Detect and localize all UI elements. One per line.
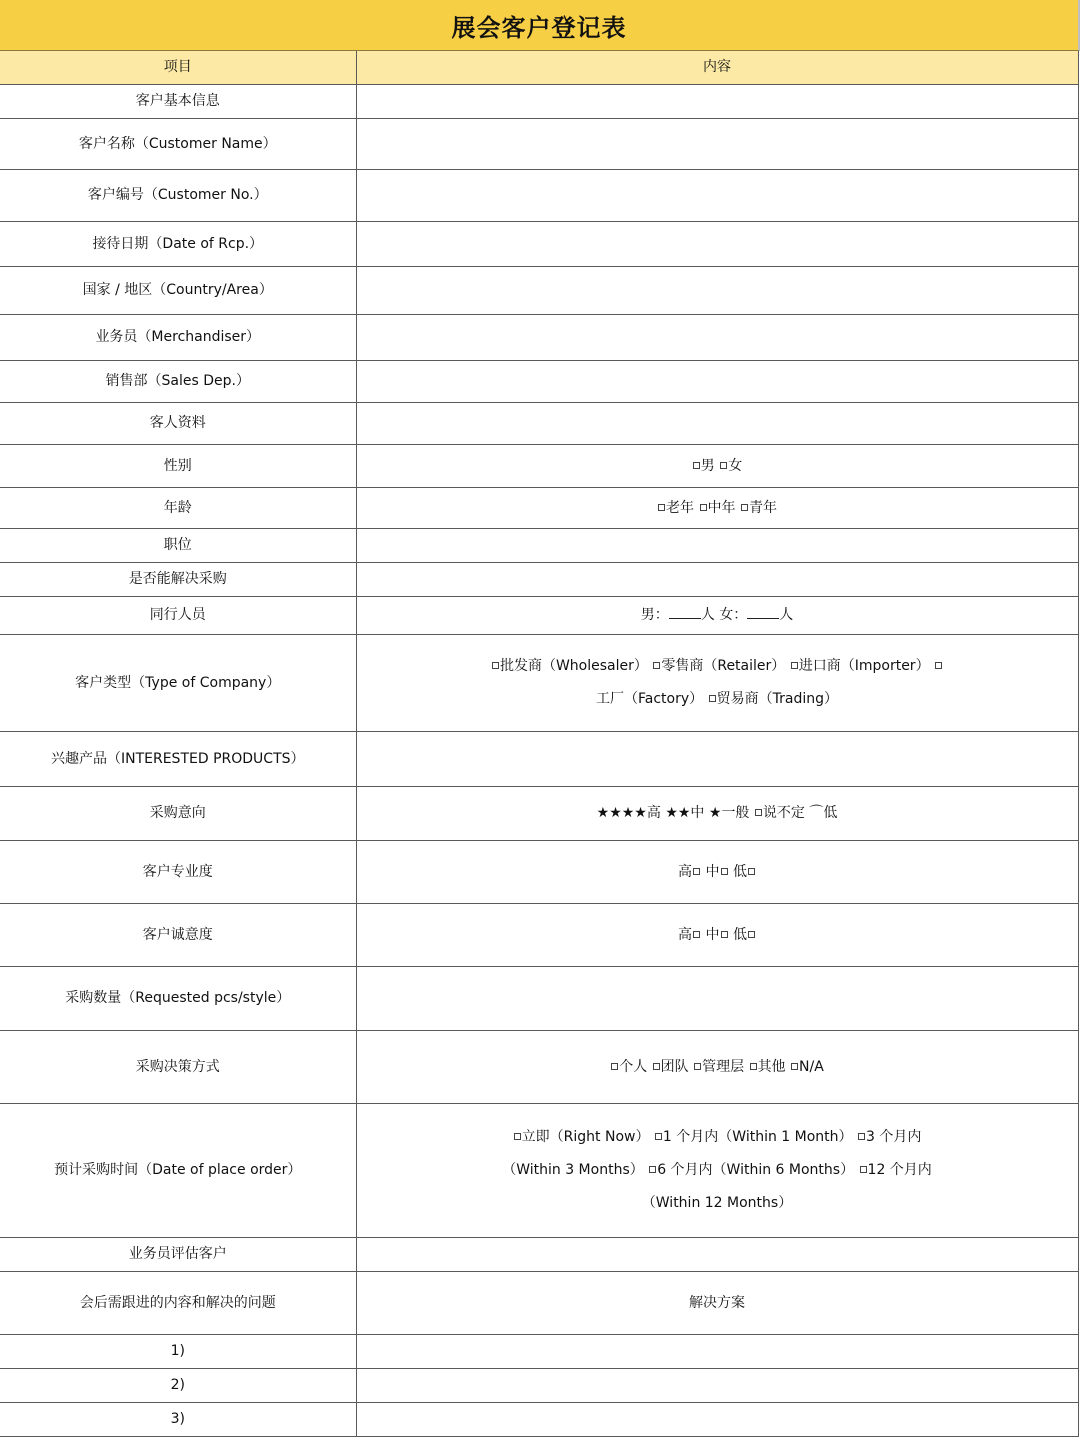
option-1-month: 1 个月内（Within 1 Month） — [662, 1129, 853, 1145]
table-row — [0, 222, 1078, 267]
row-label-company-type: 客户类型（Type of Company） — [0, 635, 356, 732]
followup-item-label: 3) — [0, 1403, 356, 1437]
table-row — [0, 119, 1078, 170]
option-high: 高 — [678, 863, 693, 880]
table-row — [0, 445, 1078, 488]
table-row — [0, 1335, 1078, 1369]
checkbox-trading[interactable] — [709, 695, 716, 702]
row-label-position: 职位 — [0, 529, 356, 563]
table-row — [0, 841, 1078, 904]
option-high: 高 — [646, 805, 661, 821]
table-row — [0, 787, 1078, 841]
option-factory: 工厂（Factory） — [596, 691, 704, 707]
row-label-professional: 客户专业度 — [0, 841, 356, 904]
checkbox-retailer[interactable] — [653, 662, 660, 669]
option-mid: 中 — [690, 805, 705, 821]
sincerity-options — [356, 904, 1078, 967]
row-label-gender: 性别 — [0, 445, 356, 488]
table-row — [0, 488, 1078, 529]
option-middle: 中年 — [707, 499, 736, 516]
star-icon[interactable]: ★★ — [665, 805, 691, 821]
checkbox-young[interactable] — [741, 504, 748, 511]
order-time-line-2 — [363, 1154, 1072, 1187]
option-mid: 中 — [705, 863, 720, 880]
customer-no-field[interactable] — [356, 170, 1078, 222]
table-row — [0, 85, 1078, 119]
option-right-now: 立即（Right Now） — [521, 1129, 650, 1145]
option-female: 女 — [728, 457, 743, 474]
checkbox-wholesaler[interactable] — [492, 662, 499, 669]
table-row — [0, 529, 1078, 563]
position-field[interactable] — [356, 529, 1078, 563]
order-time-options — [356, 1104, 1078, 1238]
option-team: 团队 — [660, 1058, 689, 1075]
company-type-line-2 — [363, 683, 1072, 716]
option-importer: 进口商（Importer） — [798, 658, 930, 674]
checkbox-factory[interactable] — [935, 662, 942, 669]
intent-options — [356, 787, 1078, 841]
merchandiser-field[interactable] — [356, 315, 1078, 361]
row-label-basic-info: 客户基本信息 — [0, 85, 356, 119]
table-row — [0, 1272, 1078, 1335]
checkbox-right-now[interactable] — [514, 1133, 521, 1140]
checkbox-management[interactable] — [694, 1063, 701, 1070]
row-label-country: 国家 / 地区（Country/Area） — [0, 267, 356, 315]
row-label-can-purchase: 是否能解决采购 — [0, 563, 356, 597]
followup-item-label: 2) — [0, 1369, 356, 1403]
option-high: 高 — [678, 926, 693, 943]
row-label-customer-name: 客户名称（Customer Name） — [0, 119, 356, 170]
checkbox-female[interactable] — [720, 462, 727, 469]
star-icon[interactable]: ★★★★ — [596, 805, 647, 821]
table-row — [0, 967, 1078, 1031]
checkbox-old[interactable] — [658, 504, 665, 511]
checkbox-other[interactable] — [750, 1063, 757, 1070]
option-young: 青年 — [748, 499, 777, 516]
option-low: 低 — [732, 926, 747, 943]
table-row — [0, 635, 1078, 732]
followup-item-label: 1) — [0, 1335, 356, 1369]
row-label-age: 年龄 — [0, 488, 356, 529]
gender-options — [356, 445, 1078, 488]
checkbox-3-months[interactable] — [858, 1133, 865, 1140]
table-row — [0, 904, 1078, 967]
followup-item-solution[interactable] — [356, 1369, 1078, 1403]
row-value-basic-info[interactable] — [356, 85, 1078, 119]
interested-products-field[interactable] — [356, 732, 1078, 787]
option-retailer: 零售商（Retailer） — [661, 658, 786, 674]
checkbox-12-months[interactable] — [860, 1166, 867, 1173]
checkbox-mid[interactable] — [721, 868, 728, 875]
option-individual: 个人 — [619, 1058, 648, 1075]
checkbox-individual[interactable] — [611, 1063, 618, 1070]
country-field[interactable] — [356, 267, 1078, 315]
table-header-row — [0, 51, 1078, 85]
checkbox-male[interactable] — [693, 462, 700, 469]
professional-options — [356, 841, 1078, 904]
checkbox-low[interactable] — [748, 931, 755, 938]
female-label: 女： — [719, 607, 748, 623]
option-3-months: 3 个月内 — [865, 1129, 922, 1145]
solution-header: 解决方案 — [356, 1272, 1078, 1335]
table-row — [0, 1238, 1078, 1272]
option-management: 管理层 — [702, 1058, 745, 1075]
row-label-sincerity: 客户诚意度 — [0, 904, 356, 967]
row-label-customer-no: 客户编号（Customer No.） — [0, 170, 356, 222]
row-label-order-time: 预计采购时间（Date of place order） — [0, 1104, 356, 1238]
date-field[interactable] — [356, 222, 1078, 267]
table-row — [0, 1403, 1078, 1437]
checkbox-unsure[interactable] — [755, 809, 762, 816]
option-12-months: 12 个月内 — [867, 1162, 932, 1178]
option-wholesaler: 批发商（Wholesaler） — [499, 658, 648, 674]
table-row — [0, 1031, 1078, 1104]
low-mark-icon[interactable]: ⌒ — [809, 805, 824, 821]
option-low: 低 — [823, 805, 838, 821]
row-label-decision: 采购决策方式 — [0, 1031, 356, 1104]
row-label-merchandiser: 业务员（Merchandiser） — [0, 315, 356, 361]
table-row — [0, 1104, 1078, 1238]
checkbox-low[interactable] — [748, 868, 755, 875]
can-purchase-field[interactable] — [356, 563, 1078, 597]
form-title: 展会客户登记表 — [0, 0, 1080, 51]
checkbox-high[interactable] — [693, 931, 700, 938]
followup-item-solution[interactable] — [356, 1335, 1078, 1369]
header-content: 内容 — [356, 51, 1078, 85]
table-row — [0, 170, 1078, 222]
header-item: 项目 — [0, 51, 356, 85]
row-label-guest-info: 客人资料 — [0, 403, 356, 445]
checkbox-na[interactable] — [791, 1063, 798, 1070]
option-unsure: 说不定 — [762, 805, 805, 821]
row-label-quantity: 采购数量（Requested pcs/style） — [0, 967, 356, 1031]
followup-item-solution[interactable] — [356, 1403, 1078, 1437]
sales-dep-field[interactable] — [356, 361, 1078, 403]
table-row — [0, 315, 1078, 361]
male-count-blank[interactable] — [669, 604, 701, 619]
row-label-sales-dep: 销售部（Sales Dep.） — [0, 361, 356, 403]
option-other: 其他 — [757, 1058, 786, 1075]
checkbox-6-months[interactable] — [649, 1166, 656, 1173]
customer-name-field[interactable] — [356, 119, 1078, 170]
table-row — [0, 732, 1078, 787]
option-low: 低 — [732, 863, 747, 880]
option-6-months: 6 个月内（Within 6 Months） — [657, 1162, 855, 1178]
row-label-evaluation: 业务员评估客户 — [0, 1238, 356, 1272]
checkbox-high[interactable] — [693, 868, 700, 875]
star-icon[interactable]: ★ — [708, 805, 722, 821]
form-table — [0, 51, 1079, 1437]
checkbox-mid[interactable] — [721, 931, 728, 938]
decision-options — [356, 1031, 1078, 1104]
option-12-months-en: （Within 12 Months） — [641, 1195, 793, 1211]
option-trading: 贸易商（Trading） — [716, 691, 838, 707]
quantity-field[interactable] — [356, 967, 1078, 1031]
table-row — [0, 563, 1078, 597]
checkbox-importer[interactable] — [791, 662, 798, 669]
age-options — [356, 488, 1078, 529]
companions-fields — [356, 597, 1078, 635]
evaluation-field[interactable] — [356, 1238, 1078, 1272]
row-label-companions: 同行人员 — [0, 597, 356, 635]
option-3-months-en: （Within 3 Months） — [502, 1162, 644, 1178]
option-na: N/A — [799, 1058, 824, 1075]
row-label-intent: 采购意向 — [0, 787, 356, 841]
table-row — [0, 403, 1078, 445]
company-type-options — [356, 635, 1078, 732]
checkbox-team[interactable] — [653, 1063, 660, 1070]
person-unit: 人 — [700, 607, 715, 623]
table-row — [0, 1369, 1078, 1403]
row-label-followup: 会后需跟进的内容和解决的问题 — [0, 1272, 356, 1335]
option-mid: 中 — [705, 926, 720, 943]
option-male: 男 — [700, 457, 715, 474]
person-unit: 人 — [779, 607, 794, 623]
female-count-blank[interactable] — [747, 604, 779, 619]
order-time-line-1 — [363, 1121, 1072, 1154]
guest-info-field[interactable] — [356, 403, 1078, 445]
row-label-date: 接待日期（Date of Rcp.） — [0, 222, 356, 267]
male-label: 男： — [640, 607, 669, 623]
row-label-interested-products: 兴趣产品（INTERESTED PRODUCTS） — [0, 732, 356, 787]
option-old: 老年 — [666, 499, 695, 516]
table-row — [0, 597, 1078, 635]
option-normal: 一般 — [721, 805, 750, 821]
table-row — [0, 361, 1078, 403]
company-type-line-1 — [363, 650, 1072, 683]
table-row — [0, 267, 1078, 315]
order-time-line-3 — [363, 1187, 1072, 1220]
checkbox-middle[interactable] — [700, 504, 707, 511]
checkbox-1-month[interactable] — [655, 1133, 662, 1140]
